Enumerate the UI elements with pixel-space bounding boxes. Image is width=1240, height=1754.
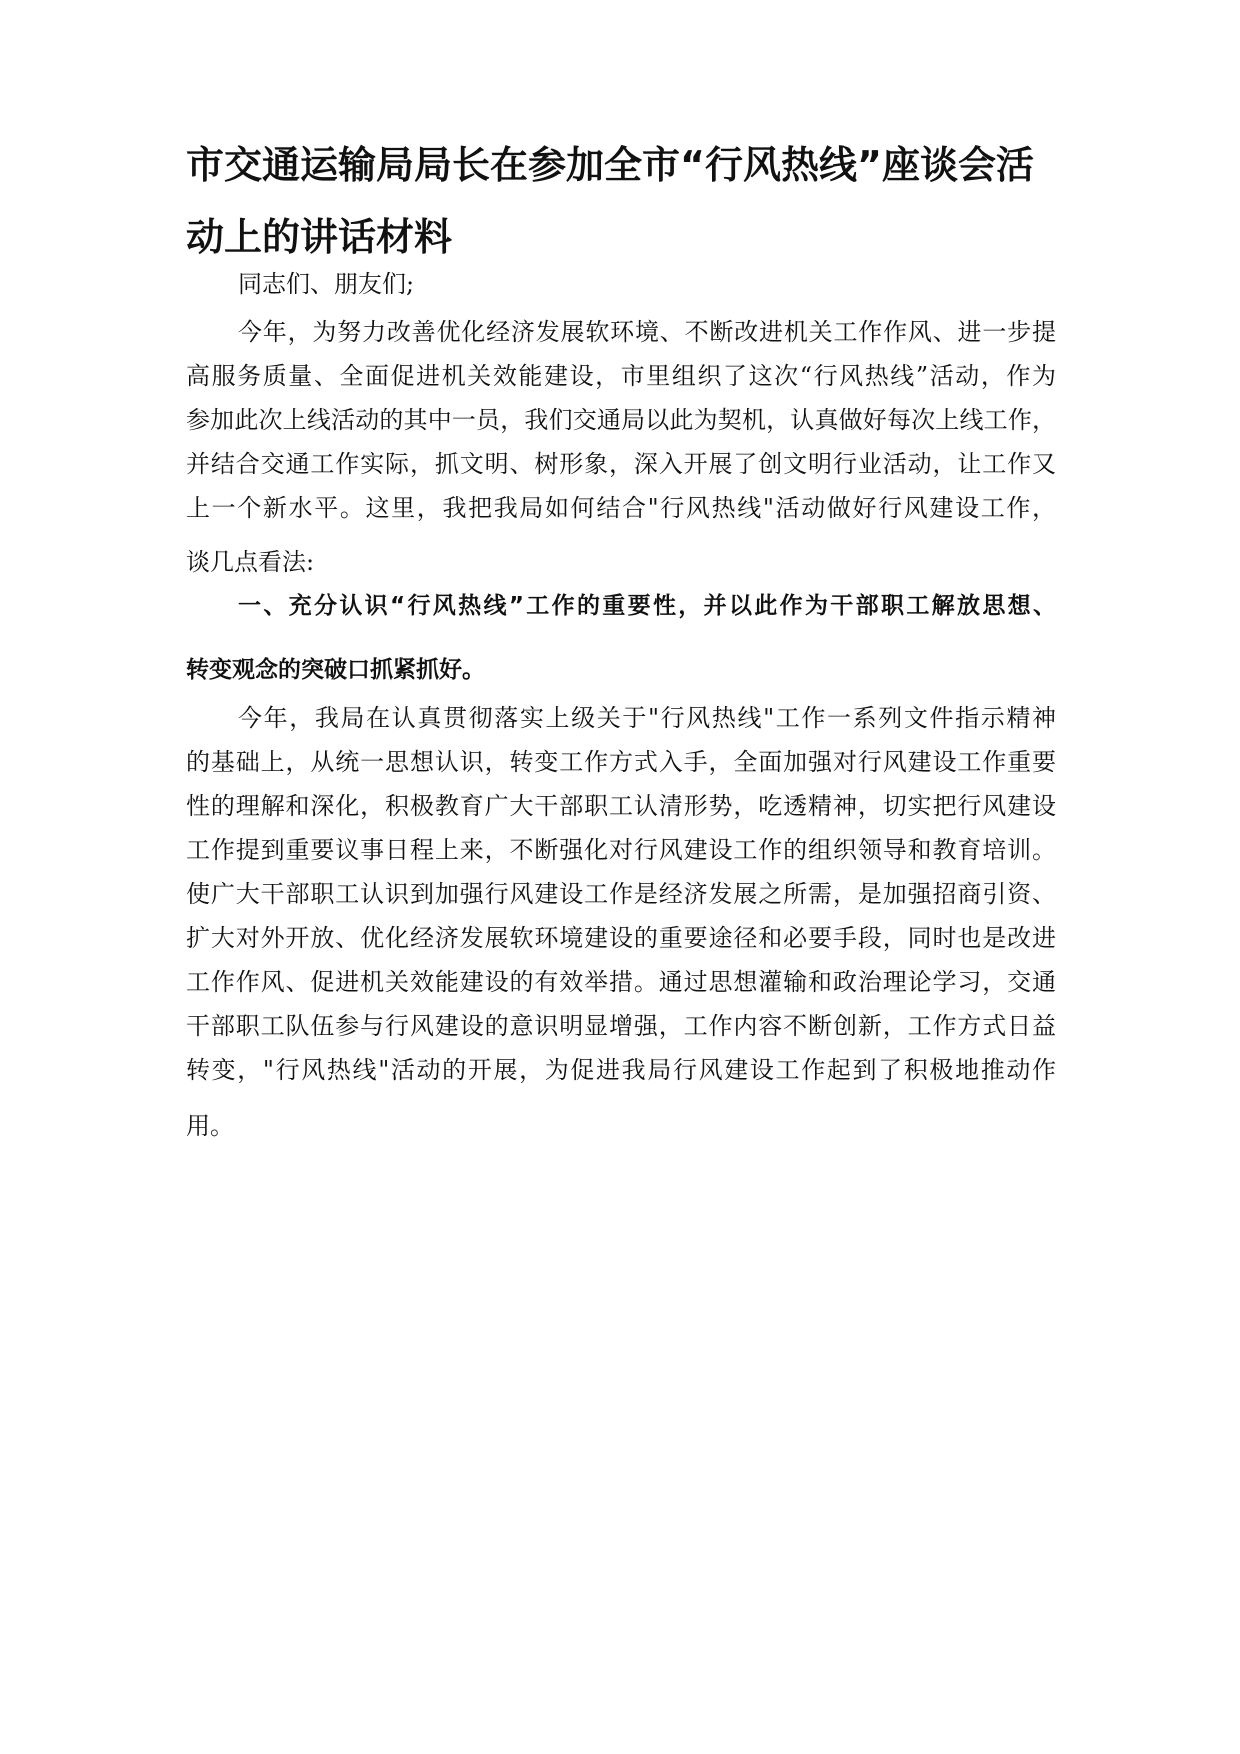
paragraph-1-line: 今年，为努力改善优化经济发展软环境、不断改进机关工作作风、进一步提 (238, 318, 1056, 346)
section-heading-1-line: 转变观念的突破口抓紧抓好。 (186, 657, 485, 683)
paragraph-1-line: 高服务质量、全面促进机关效能建设，市里组织了这次“行风热线”活动，作为 (186, 362, 1056, 390)
paragraph-2-line: 今年，我局在认真贯彻落实上级关于"行风热线"工作一系列文件指示精神 (238, 704, 1056, 732)
paragraph-2-line: 转变，"行风热线"活动的开展，为促进我局行风建设工作起到了积极地推动作 (186, 1056, 1056, 1084)
paragraph-2-line: 使广大干部职工认识到加强行风建设工作是经济发展之所需，是加强招商引资、 (186, 880, 1056, 908)
paragraph-2-line: 工作作风、促进机关效能建设的有效举措。通过思想灌输和政治理论学习，交通 (186, 968, 1056, 996)
paragraph-2-line: 扩大对外开放、优化经济发展软环境建设的重要途径和必要手段，同时也是改进 (186, 924, 1056, 952)
paragraph-2-line: 干部职工队伍参与行风建设的意识明显增强，工作内容不断创新，工作方式日益 (186, 1012, 1056, 1040)
document-title-line-1: 市交通运输局局长在参加全市“行风热线”座谈会活 (186, 143, 1034, 187)
paragraph-1-line: 谈几点看法: (186, 548, 315, 576)
salutation: 同志们、朋友们; (238, 270, 415, 298)
paragraph-1-line: 并结合交通工作实际，抓文明、树形象，深入开展了创文明行业活动，让工作又 (186, 450, 1056, 478)
document-title-line-2: 动上的讲话材料 (186, 215, 453, 259)
paragraph-2-line: 用。 (186, 1112, 234, 1140)
paragraph-1-line: 上一个新水平。这里，我把我局如何结合"行风热线"活动做好行风建设工作， (186, 494, 1056, 522)
paragraph-1-line: 参加此次上线活动的其中一员，我们交通局以此为契机，认真做好每次上线工作， (186, 406, 1056, 434)
paragraph-2-line: 的基础上，从统一思想认识，转变工作方式入手，全面加强对行风建设工作重要 (186, 748, 1056, 776)
paragraph-2-line: 工作提到重要议事日程上来，不断强化对行风建设工作的组织领导和教育培训。 (186, 836, 1056, 864)
paragraph-2-line: 性的理解和深化，积极教育广大干部职工认清形势，吃透精神，切实把行风建设 (186, 792, 1056, 820)
section-heading-1-line: 一、充分认识“行风热线”工作的重要性，并以此作为干部职工解放思想、 (238, 593, 1056, 619)
